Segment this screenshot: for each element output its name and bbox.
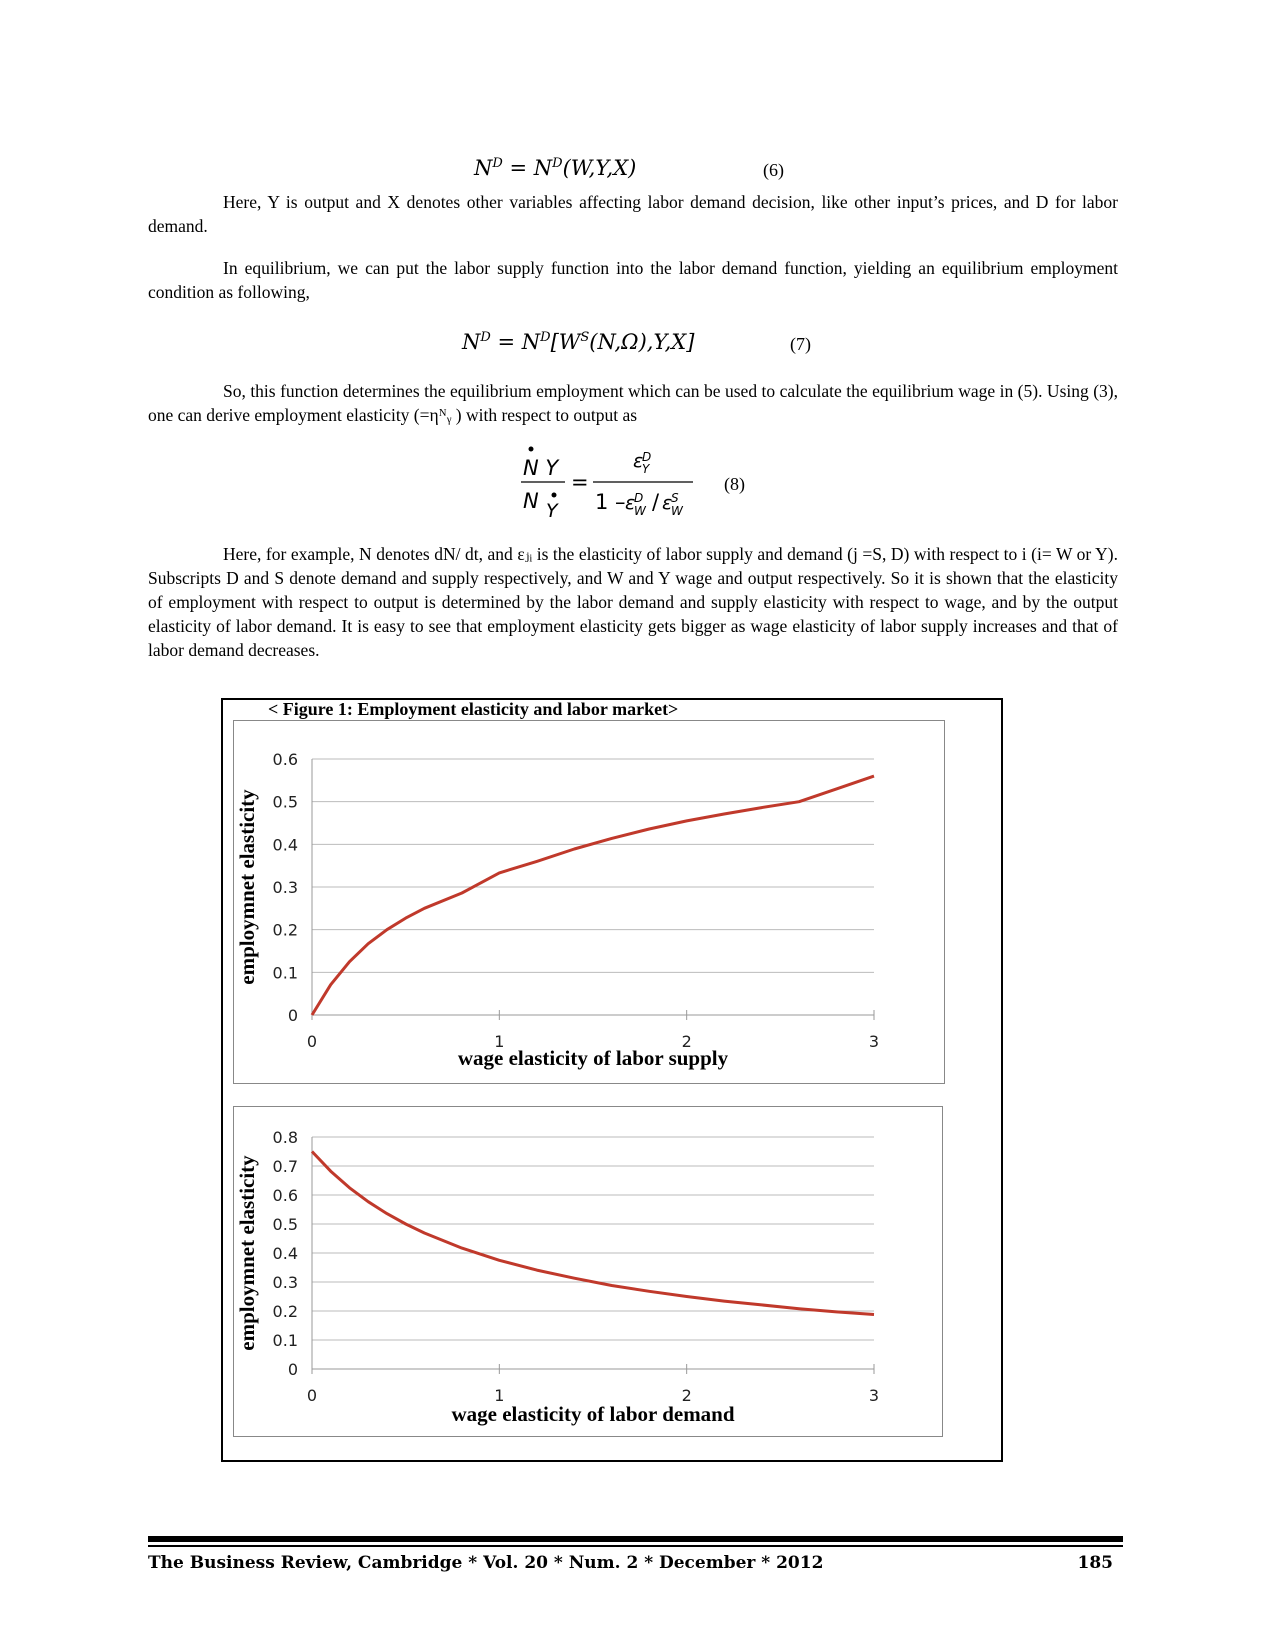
chart-1-svg	[234, 721, 944, 1083]
equation-8	[515, 445, 715, 525]
y-tick-label: 0.6	[272, 1186, 298, 1205]
svg-text:D: D	[642, 450, 652, 464]
series-line	[312, 776, 874, 1015]
page-number: 185	[1077, 1553, 1113, 1573]
y-axis-label: employmnet elasticity	[235, 1155, 259, 1351]
svg-text:=: =	[571, 470, 589, 494]
x-tick-label: 3	[868, 1032, 880, 1051]
y-tick-label: 0.1	[272, 1331, 298, 1350]
svg-text:D: D	[634, 491, 644, 505]
footer	[148, 1553, 1123, 1573]
footer-rule-thick	[148, 1536, 1123, 1542]
svg-text:ε: ε	[633, 450, 644, 472]
chart-labor-demand	[233, 1106, 943, 1437]
journal-citation: The Business Review, Cambridge * Vol. 20 * Num. 2 * December * 2012	[148, 1553, 824, 1573]
y-tick-label: 0.7	[272, 1157, 298, 1176]
footer-rule-thin	[148, 1545, 1123, 1547]
x-axis-label: wage elasticity of labor supply	[457, 1046, 729, 1070]
x-tick-label: 2	[681, 1386, 692, 1405]
y-tick-label: 0.3	[272, 1273, 298, 1292]
y-tick-label: 0.4	[272, 835, 298, 855]
paragraph-1: Here, Y is output and X denotes other variables affecting labor demand decision, like other input’s prices, and D for labor demand.	[148, 192, 1118, 236]
equation-7-number: (7)	[790, 334, 811, 354]
paragraph-3: So, this function determines the equilibrium employment which can be used to calculate the equilibrium wage in (5). Using (3), one can derive employment elasticity (=ηᴺᵧ ) with respect to output as	[148, 381, 1118, 425]
series-line	[312, 1152, 874, 1315]
paragraph-4: Here, for example, N denotes dN/ dt, and εⱼᵢ is the elasticity of labor supply and demand (j =S, D) with respect to i (i= W or Y). Subscripts D and S denote demand and supply respectively, and W and Y wage and output respectively. So it is shown that the elasticity of employment with respect to output is determined by the labor demand and supply elasticity with respect to wage, and by the output elasticity of labor demand. It is easy to see that employment elasticity gets bigger as wage elasticity of labor supply increases and that of labor demand decreases.	[148, 544, 1118, 660]
x-tick-label: 2	[681, 1032, 692, 1051]
x-tick-label: 0	[306, 1386, 318, 1405]
svg-text:W: W	[671, 504, 683, 518]
paragraph-2: In equilibrium, we can put the labor supply function into the labor demand function, yielding an equilibrium employment condition as following,	[148, 258, 1118, 302]
y-tick-label: 0.2	[272, 920, 298, 940]
chart-2-svg	[234, 1107, 942, 1436]
x-axis-label: wage elasticity of labor demand	[451, 1402, 735, 1426]
y-tick-label: 0.5	[272, 792, 298, 812]
svg-text:1 –: 1 –	[595, 490, 626, 514]
svg-text:Y: Y	[546, 500, 558, 522]
y-tick-label: 0.1	[272, 963, 298, 983]
x-tick-label: 3	[868, 1386, 880, 1405]
y-tick-label: 0.5	[272, 1215, 298, 1234]
x-tick-label: 0	[306, 1032, 318, 1051]
y-tick-label: 0.8	[272, 1128, 298, 1147]
svg-text:W: W	[634, 504, 646, 518]
y-tick-label: 0.6	[272, 750, 298, 769]
svg-text:S: S	[671, 491, 679, 505]
svg-text:ε: ε	[625, 492, 636, 514]
y-tick-label: 0.2	[272, 1302, 298, 1321]
y-tick-label: 0.3	[272, 878, 298, 897]
y-tick-label: 0.4	[272, 1244, 298, 1263]
equation-6: $N^D = N^D(W,Y,X)$	[474, 156, 637, 180]
svg-text:Y: Y	[642, 462, 650, 476]
x-tick-label: 1	[494, 1386, 505, 1405]
y-tick-label: 0	[287, 1006, 298, 1025]
chart-labor-supply	[233, 720, 945, 1084]
figure-title: < Figure 1: Employment elasticity and labor market>	[268, 699, 679, 719]
svg-text:N: N	[523, 489, 539, 513]
x-tick-label: 1	[494, 1032, 505, 1051]
svg-text:/: /	[652, 490, 660, 514]
y-tick-label: 0	[287, 1360, 298, 1379]
equation-8-number: (8)	[724, 474, 745, 494]
y-axis-label: employmnet elasticity	[235, 789, 259, 985]
equation-7: $N^D = N^D[W^S(N,\Omega),Y,X]$	[462, 330, 695, 354]
svg-text:N Y: N Y	[523, 456, 559, 480]
svg-text:ε: ε	[662, 492, 673, 514]
equation-6-number: (6)	[763, 160, 784, 180]
